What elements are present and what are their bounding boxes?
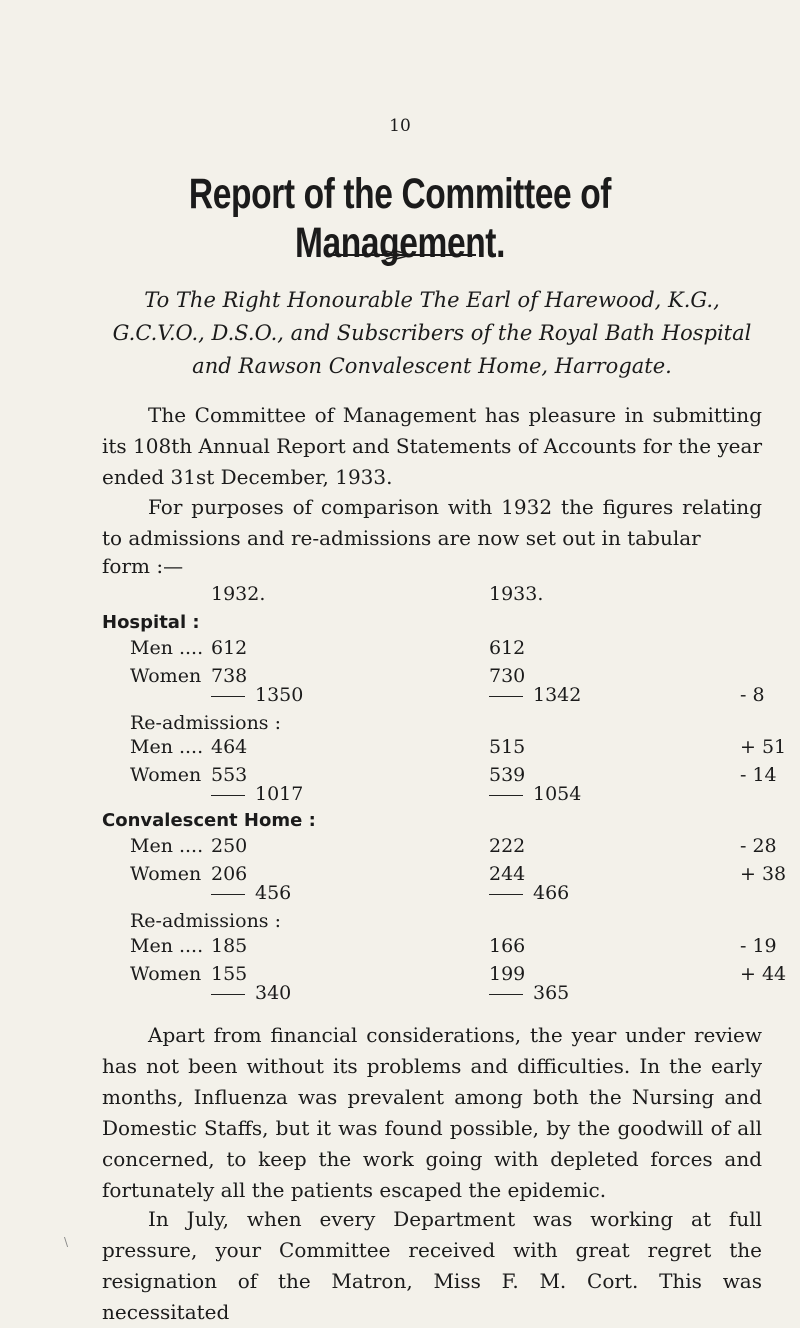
value-1933: 515 [489,736,526,758]
table-total-row [0,783,800,809]
row-label: Men .... [130,835,204,857]
row-label: Men .... [130,736,204,758]
total-1933 [489,783,581,805]
difference: - 14 [740,764,777,786]
divider-ornament [326,248,476,262]
total-1933 [489,982,569,1004]
total-1932 [211,982,291,1004]
value-1932: 250 [211,835,248,857]
total-rule [489,696,523,697]
value-1933: 222 [489,835,526,857]
total-value: 340 [255,982,292,1004]
table-total-row [0,982,800,1008]
value-1932: 464 [211,736,248,758]
table-row [0,835,800,861]
year-1932-header: 1932. [211,583,266,605]
subsection-heading: Re-admissions : [130,712,281,734]
value-1932: 206 [211,863,248,885]
difference: + 51 [740,736,787,758]
table-section-row [0,810,800,836]
table-row [0,637,800,663]
total-rule [489,894,523,895]
total-value: 1017 [255,783,304,805]
table-subsection-row [0,712,800,738]
difference: - 8 [740,684,765,706]
total-rule [211,795,245,796]
total-rule [489,994,523,995]
value-1932: 738 [211,665,248,687]
total-1933 [489,684,581,706]
paragraph-intro-text: The Committee of Management has pleasure in submitting its 108th Annual Report and Statements of Accounts for the year ended 31st December, 1933. [102,403,762,489]
total-value: 365 [533,982,570,1004]
section-heading: Hospital : [102,612,200,633]
total-value: 456 [255,882,292,904]
table-total-row [0,882,800,908]
paragraph-comparison [102,492,762,554]
total-1932 [211,882,291,904]
page-title: Report of the Committee of Management. [188,170,612,267]
row-label: Men .... [130,935,204,957]
subsection-heading: Re-admissions : [130,910,281,932]
paragraph-intro [102,400,762,493]
table-row [0,736,800,762]
paragraph-matron-text: In July, when every Department was working at full pressure, your Committee received with great regret the resignation of the Matron, Miss F. M. Cort. This was necessitated [102,1207,762,1324]
total-1932 [211,783,303,805]
value-1932: 155 [211,963,248,985]
total-1932 [211,684,303,706]
table-header-row [0,583,800,609]
difference: - 19 [740,935,777,957]
table-section-row [0,612,800,638]
row-label: Women [130,863,202,885]
table-subsection-row [0,910,800,936]
row-label: Men .... [130,637,204,659]
difference: + 38 [740,863,787,885]
value-1933: 244 [489,863,526,885]
address-block: To The Right Honourable The Earl of Harewood, K.G., G.C.V.O., D.S.O., and Subscribers of the Royal Bath Hospital and Rawson Convalescent Home, Harrogate. [112,288,752,378]
total-rule [211,696,245,697]
row-label: Women [130,665,202,687]
total-value: 1350 [255,684,304,706]
value-1933: 199 [489,963,526,985]
value-1933: 166 [489,935,526,957]
value-1932: 612 [211,637,248,659]
value-1932: 185 [211,935,248,957]
total-value: 466 [533,882,570,904]
value-1933: 539 [489,764,526,786]
margin-mark: \ [64,1235,69,1249]
paragraph-comparison-text: For purposes of comparison with 1932 the figures relating to admissions and re-admissions are now set out in tabular [102,495,762,550]
form-label: form :— [102,554,184,578]
total-rule [211,894,245,895]
difference: + 44 [740,963,787,985]
section-heading: Convalescent Home : [102,810,316,831]
paragraph-matron [102,1204,762,1328]
difference: - 28 [740,835,777,857]
page-number: 10 [389,116,411,136]
value-1933: 612 [489,637,526,659]
value-1933: 730 [489,665,526,687]
row-label: Women [130,963,202,985]
total-rule [211,994,245,995]
table-row [0,935,800,961]
paragraph-problems-text: Apart from financial considerations, the year under review has not been without its problems and difficulties. In the early months, Influenza was prevalent among both the Nursing and Domestic Staffs, but it was found possible, by the goodwill of all concerned, to keep the work going with depleted forces and fortunately all the patients escaped the epidemic. [102,1023,762,1202]
value-1932: 553 [211,764,248,786]
paragraph-problems [102,1020,762,1206]
total-value: 1342 [533,684,582,706]
year-1933-header: 1933. [489,583,544,605]
row-label: Women [130,764,202,786]
table-total-row [0,684,800,710]
total-1933 [489,882,569,904]
total-value: 1054 [533,783,582,805]
total-rule [489,795,523,796]
